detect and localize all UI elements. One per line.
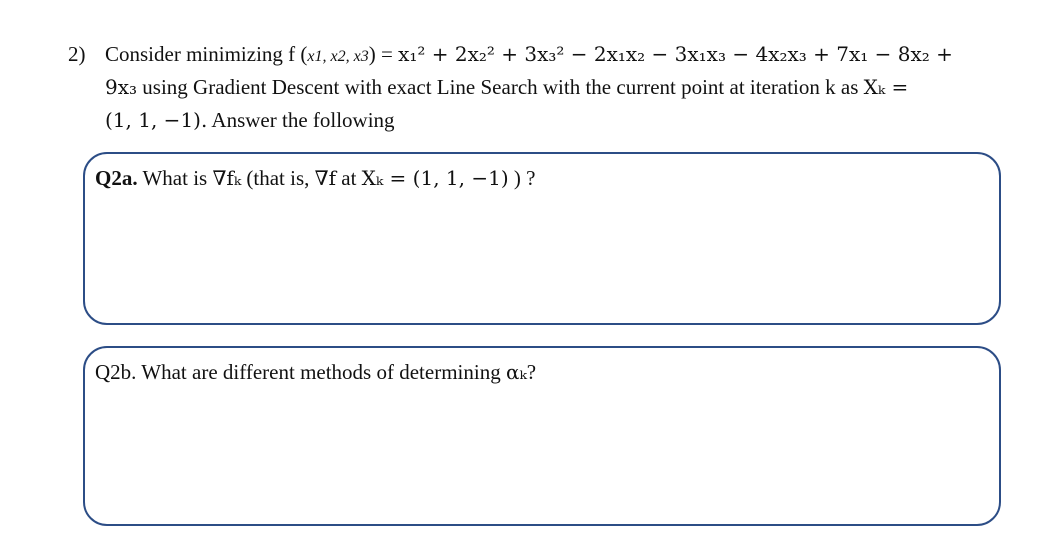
gradient-fk: ∇fₖ [212, 166, 242, 190]
q2a-text-mid: (that is, [241, 166, 315, 190]
q2b-text: What are different methods of determining [136, 360, 506, 384]
q2a-point: Xₖ = (1, 1, −1) [361, 166, 509, 190]
q2b-answer-box[interactable] [83, 346, 1001, 526]
q2a-text-at: at [336, 166, 362, 190]
q2a-text-start: What is [137, 166, 213, 190]
gradient-f: ∇f [314, 166, 336, 190]
alpha-k: αₖ [505, 360, 527, 384]
current-point-value: (1, 1, −1). [105, 108, 208, 132]
q2a-label: Q2a. [95, 166, 138, 190]
question-line-2 [105, 73, 908, 101]
q2b-prompt [95, 358, 536, 386]
question-line-1 [105, 40, 953, 71]
question-2 [0, 0, 1038, 140]
function-close: ) = [368, 42, 399, 66]
objective-function: x₁² + 2x₂² + 3x₃² − 2x₁x₂ − 3x₁x₃ − 4x₂x₃ + 7x₁ − 8x₂ + [398, 42, 953, 66]
question-text-2: using Gradient Descent with exact Line Search with the current point at iteration k as [137, 75, 864, 99]
q2a-answer-box[interactable] [83, 152, 1001, 325]
question-number: 2) [68, 42, 86, 66]
q2b-label: Q2b. [95, 360, 137, 384]
question-line-3 [105, 106, 395, 134]
function-variables: x1, x2, x3 [307, 48, 369, 65]
q2a-prompt [95, 164, 535, 192]
q2a-text-end: ) ? [508, 166, 536, 190]
objective-function-tail: 9x₃ [105, 75, 138, 99]
question-text-1: Consider minimizing f ( [105, 42, 308, 66]
current-point-symbol: Xₖ = [863, 75, 909, 99]
question-text-3: Answer the following [207, 108, 395, 132]
q2b-end: ? [526, 360, 537, 384]
